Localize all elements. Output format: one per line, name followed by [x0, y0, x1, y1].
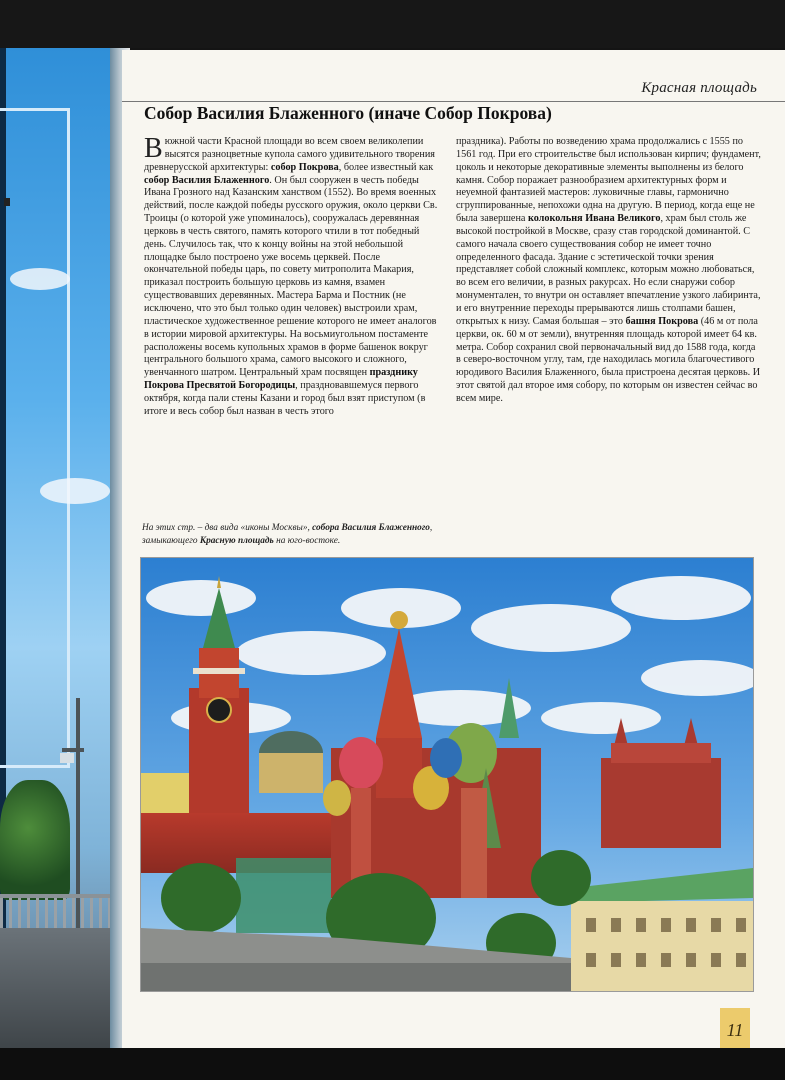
left-page-lamp: [60, 753, 74, 763]
bold-term: колокольня Ивана Великого: [527, 213, 661, 225]
left-page-lamp-arm: [62, 748, 84, 752]
photo-caption: [142, 522, 442, 548]
bold-term: собор Василия Блаженного: [144, 174, 270, 186]
text-run: , праздновавшемуся первого октября, когда пали стены Казани и город был взят приступом (в итоге и весь собор был назван в честь этого: [144, 380, 426, 417]
right-column-paragraph: [456, 136, 762, 406]
book-page: [122, 50, 785, 1048]
header-rule: [122, 101, 785, 102]
left-page-cloud: [40, 478, 110, 504]
bold-term: башня Покрова: [625, 315, 699, 327]
scaffolding: [236, 858, 331, 933]
text-column-left: [144, 133, 438, 419]
text-run: на юго-востоке.: [273, 536, 341, 546]
yellow-building: [141, 773, 189, 813]
cathedral-photo: [140, 557, 754, 992]
section-title: Красная площадь: [641, 80, 757, 96]
text-run: На этих стр. – два вида «иконы Москвы»,: [142, 523, 313, 533]
top-background: [0, 0, 785, 48]
article-title: Собор Василия Блаженного (иначе Собор Покрова): [144, 103, 552, 123]
bold-term: празднику Покрова Пресвятой Богородицы: [144, 367, 418, 392]
bold-term: собора Василия Блаженного: [312, 523, 430, 533]
text-run: . Он был сооружен в честь победы Ивана Грозного над Казанским ханством (1552). Во время военных действий, после каждой победы русского оружия, около церкви Св. Троицы (о которой уже упоминалось), сооружалась деревянная церковь в честь святого, память которого чтили в тот победный день. Случилось так, что к концу войны на этой небольшой площадке было построено уже восемь церквей. После окончательной победы царь, по совету митрополита Макария, приказал построить большую церковь из камня, взамен существовавших деревянных. Мастера Барма и Постник (не исключено, что это был только один человек) выстроили храм, пластическое художественное решение которого не имеет аналогов в истории мировой архитектуры. На восьмиугольном постаменте расположены восемь купольных храмов в форме башенок вокруг центрального большого храма, самого высокого и сложного, увенчанного шатром. Центральный храм посвящен: [144, 174, 438, 379]
cathedral-illustration: [141, 558, 753, 991]
drop-cap: В: [144, 133, 163, 164]
bottom-background: [0, 1048, 785, 1080]
left-page-railing: [0, 898, 118, 928]
left-page-tree: [0, 780, 70, 900]
text-run: южной части Красной площади во всем своем великолепии высятся разноцветные купола самого удивительного творения древнерусской архитектуры:: [144, 136, 435, 173]
left-facing-page: [0, 48, 118, 1048]
left-column-paragraph: [144, 133, 438, 419]
gum-building: [571, 868, 753, 991]
left-page-cloud: [10, 268, 70, 290]
left-page-photo-frame: [0, 108, 70, 768]
text-run: , замыкающего: [142, 523, 433, 546]
left-page-mark: [4, 198, 10, 206]
text-column-right: [456, 136, 762, 406]
left-page-road: [0, 928, 118, 1048]
text-run: , более известный как: [338, 161, 434, 173]
text-run: , храм был столь же высокой постройкой в Москве, сразу став городской доминантой. С самого начала своего существования собор не имеет точно определенного фасада. Здание с эстетической точки зрения представляет собой сложный комплекс, которым можно любоваться, во всем его величии, в разных ракурсах. Но если снаружи собор монументален, то внутри он оставляет впечатление узкого лабиринта, и его внутренние переходы прерываются лишь столпами башен, открытых к низу. Самая большая – это: [456, 213, 761, 327]
text-run: (46 м от пола церкви, ок. 60 м от земли), внутренняя площадь которой имеет 64 кв. метра. Собор сохранил свой первоначальный вид до 1588 года, когда в северо-восточном углу, там, где находилась могила благочестивого юродивого Василия Блаженного, была пристроена десятая церковь. И этот святой дал второе имя собору, по которым он известен сейчас во всем мире.: [456, 315, 761, 404]
bold-term: Красную площадь: [199, 536, 274, 546]
text-run: праздника). Работы по возведению храма продолжались с 1555 по 1561 год. При его строительстве был использован кирпич; фундамент, цоколь и некоторые декоративные элементы выполнены из белого камня. Собор поражает разнообразием архитектурных форм и неуемной фантазией мастеров: луковичные главы, гармонично сгруппированные, непохожи одна на другую. В период, когда еще не была завершена: [456, 136, 761, 225]
bold-term: собор Покрова: [270, 161, 339, 173]
page-number: 11: [720, 1008, 750, 1052]
